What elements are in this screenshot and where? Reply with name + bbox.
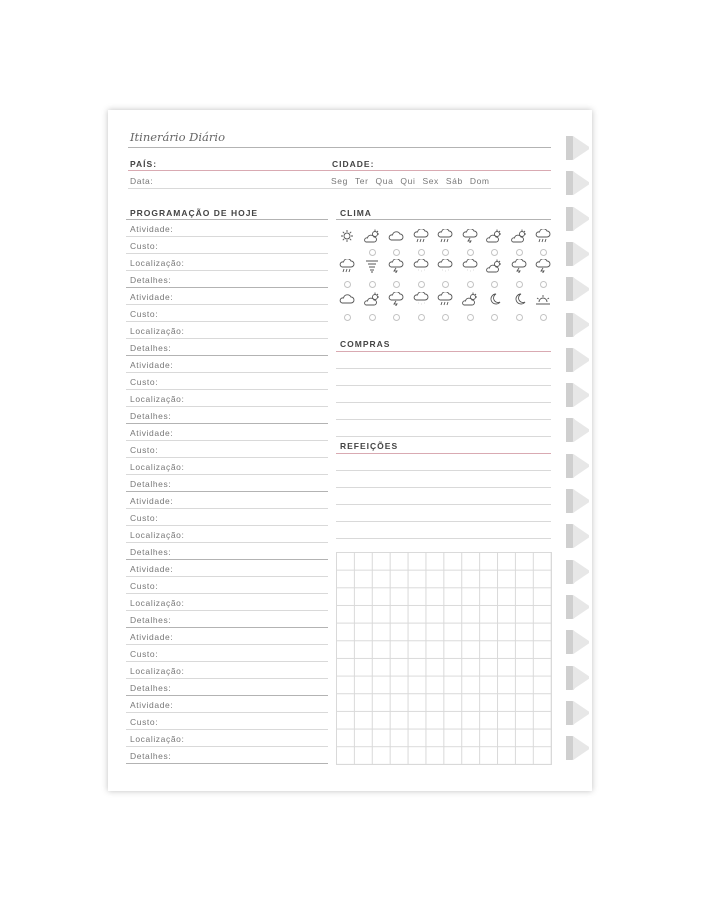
schedule-rule[interactable] bbox=[126, 508, 328, 509]
cloud-rain-icon bbox=[413, 229, 429, 243]
writing-line[interactable] bbox=[336, 419, 551, 420]
location-label: Localização: bbox=[130, 394, 185, 404]
cloud-sun-icon bbox=[364, 292, 380, 306]
schedule-rule[interactable] bbox=[126, 763, 328, 764]
weather-heading: CLIMA bbox=[340, 208, 372, 218]
disc-head bbox=[573, 560, 589, 584]
cloud-icon bbox=[339, 292, 355, 306]
weather-checkbox[interactable] bbox=[491, 249, 498, 256]
cost-label: Custo: bbox=[130, 309, 159, 319]
schedule-rule[interactable] bbox=[126, 338, 328, 339]
location-label: Localização: bbox=[130, 326, 185, 336]
schedule-rule[interactable] bbox=[126, 253, 328, 254]
disc-head bbox=[573, 348, 589, 372]
details-label: Detalhes: bbox=[130, 275, 172, 285]
cloud-rain-icon bbox=[535, 229, 551, 243]
weather-checkbox[interactable] bbox=[344, 314, 351, 321]
disc-head bbox=[573, 630, 589, 654]
schedule-rule[interactable] bbox=[126, 678, 328, 679]
cost-label: Custo: bbox=[130, 377, 159, 387]
writing-line[interactable] bbox=[336, 504, 551, 505]
weekday-thu[interactable]: Qui bbox=[400, 176, 416, 186]
weekday-mon[interactable]: Seg bbox=[331, 176, 348, 186]
date-label: Data: bbox=[130, 176, 154, 186]
schedule-rule[interactable] bbox=[126, 695, 328, 696]
binder-disc bbox=[566, 207, 592, 231]
weather-checkbox[interactable] bbox=[442, 249, 449, 256]
activity-label: Atividade: bbox=[130, 700, 174, 710]
binder-disc bbox=[566, 630, 592, 654]
cost-label: Custo: bbox=[130, 241, 159, 251]
schedule-rule[interactable] bbox=[126, 644, 328, 645]
rain-icon bbox=[437, 229, 453, 243]
schedule-rule[interactable] bbox=[126, 236, 328, 237]
writing-line[interactable] bbox=[336, 470, 551, 471]
weather-checkbox[interactable] bbox=[467, 314, 474, 321]
thunder-icon bbox=[388, 259, 404, 273]
writing-line[interactable] bbox=[336, 385, 551, 386]
disc-head bbox=[573, 207, 589, 231]
disc-head bbox=[573, 383, 589, 407]
schedule-heading: PROGRAMAÇÃO DE HOJE bbox=[130, 208, 259, 218]
schedule-rule[interactable] bbox=[126, 559, 328, 560]
cost-label: Custo: bbox=[130, 581, 159, 591]
schedule-rule[interactable] bbox=[126, 542, 328, 543]
writing-line[interactable] bbox=[336, 368, 551, 369]
schedule-rule[interactable] bbox=[126, 712, 328, 713]
disc-head bbox=[573, 595, 589, 619]
schedule-rule[interactable] bbox=[126, 491, 328, 492]
weather-checkbox[interactable] bbox=[344, 281, 351, 288]
cloud-sun-icon bbox=[462, 292, 478, 306]
weather-checkbox[interactable] bbox=[393, 249, 400, 256]
weather-checkbox[interactable] bbox=[418, 249, 425, 256]
weather-checkbox[interactable] bbox=[491, 281, 498, 288]
activity-label: Atividade: bbox=[130, 632, 174, 642]
disc-head bbox=[573, 736, 589, 760]
sun-cloud-icon bbox=[486, 229, 502, 243]
weather-checkbox[interactable] bbox=[418, 314, 425, 321]
details-label: Detalhes: bbox=[130, 751, 172, 761]
weather-checkbox[interactable] bbox=[369, 249, 376, 256]
weather-checkbox[interactable] bbox=[442, 281, 449, 288]
schedule-rule[interactable] bbox=[126, 525, 328, 526]
schedule-rule[interactable] bbox=[126, 287, 328, 288]
city-label: CIDADE: bbox=[332, 159, 375, 169]
location-label: Localização: bbox=[130, 462, 185, 472]
details-label: Detalhes: bbox=[130, 683, 172, 693]
activity-label: Atividade: bbox=[130, 292, 174, 302]
weather-checkbox[interactable] bbox=[467, 281, 474, 288]
weather-checkbox[interactable] bbox=[393, 281, 400, 288]
storm-sun-icon bbox=[535, 259, 551, 273]
lightning-icon bbox=[388, 292, 404, 306]
schedule-rule[interactable] bbox=[126, 627, 328, 628]
cloud-sun-icon bbox=[486, 259, 502, 273]
binder-disc bbox=[566, 595, 592, 619]
binder-disc bbox=[566, 524, 592, 548]
sun-icon bbox=[339, 229, 355, 243]
moon-icon bbox=[511, 292, 527, 306]
weather-checkbox[interactable] bbox=[516, 314, 523, 321]
schedule-rule[interactable] bbox=[126, 610, 328, 611]
weather-checkbox[interactable] bbox=[540, 314, 547, 321]
binder-disc bbox=[566, 560, 592, 584]
schedule-rule[interactable] bbox=[126, 457, 328, 458]
disc-head bbox=[573, 524, 589, 548]
disc-head bbox=[573, 418, 589, 442]
activity-label: Atividade: bbox=[130, 496, 174, 506]
binder-disc bbox=[566, 313, 592, 337]
weather-checkbox[interactable] bbox=[369, 281, 376, 288]
writing-line[interactable] bbox=[336, 538, 551, 539]
binder-disc bbox=[566, 701, 592, 725]
snow-sun-icon bbox=[413, 259, 429, 273]
schedule-rule[interactable] bbox=[126, 593, 328, 594]
binder-disc bbox=[566, 136, 592, 160]
weather-checkbox[interactable] bbox=[393, 314, 400, 321]
country-city-rule[interactable] bbox=[128, 170, 551, 171]
cost-label: Custo: bbox=[130, 445, 159, 455]
weather-checkbox[interactable] bbox=[369, 314, 376, 321]
sunset-icon bbox=[535, 292, 551, 306]
binder-disc bbox=[566, 277, 592, 301]
disc-head bbox=[573, 666, 589, 690]
activity-label: Atividade: bbox=[130, 428, 174, 438]
details-label: Detalhes: bbox=[130, 615, 172, 625]
weather-checkbox[interactable] bbox=[491, 314, 498, 321]
tornado-icon bbox=[364, 259, 380, 273]
location-label: Localização: bbox=[130, 666, 185, 676]
schedule-rule[interactable] bbox=[126, 389, 328, 390]
binder-disc bbox=[566, 242, 592, 266]
location-label: Localização: bbox=[130, 734, 185, 744]
weather-checkbox[interactable] bbox=[442, 314, 449, 321]
cloud-snow-icon bbox=[437, 259, 453, 273]
weekday-tue[interactable]: Ter bbox=[354, 176, 369, 186]
disc-head bbox=[573, 454, 589, 478]
storm-icon bbox=[462, 229, 478, 243]
activity-label: Atividade: bbox=[130, 360, 174, 370]
weekday-wed[interactable]: Qua bbox=[375, 176, 394, 186]
cost-label: Custo: bbox=[130, 649, 159, 659]
date-rule bbox=[128, 188, 551, 189]
schedule-heading-rule bbox=[126, 219, 328, 220]
schedule-rule[interactable] bbox=[126, 746, 328, 747]
binder-disc bbox=[566, 383, 592, 407]
schedule-rule[interactable] bbox=[126, 423, 328, 424]
activity-label: Atividade: bbox=[130, 224, 174, 234]
schedule-rule[interactable] bbox=[126, 304, 328, 305]
schedule-rule[interactable] bbox=[126, 576, 328, 577]
shopping-heading: COMPRAS bbox=[340, 339, 391, 349]
weather-heading-rule bbox=[336, 219, 551, 220]
disc-head bbox=[573, 489, 589, 513]
schedule-rule[interactable] bbox=[126, 321, 328, 322]
shopping-heading-rule bbox=[336, 351, 551, 352]
disc-head bbox=[573, 136, 589, 160]
binder-disc bbox=[566, 348, 592, 372]
weather-checkbox[interactable] bbox=[516, 281, 523, 288]
schedule-rule[interactable] bbox=[126, 270, 328, 271]
schedule-rule[interactable] bbox=[126, 440, 328, 441]
details-label: Detalhes: bbox=[130, 343, 172, 353]
schedule-rule[interactable] bbox=[126, 355, 328, 356]
meals-heading: REFEIÇÕES bbox=[340, 441, 399, 451]
page-title: Itinerário Diário bbox=[130, 130, 226, 144]
hail-icon bbox=[413, 292, 429, 306]
moon-star-icon bbox=[486, 292, 502, 306]
cloud-icon bbox=[388, 229, 404, 243]
cost-label: Custo: bbox=[130, 717, 159, 727]
night-storm-icon bbox=[511, 259, 527, 273]
heavy-rain-icon bbox=[437, 292, 453, 306]
meals-heading-rule bbox=[336, 453, 551, 454]
schedule-rule[interactable] bbox=[126, 406, 328, 407]
weather-checkbox[interactable] bbox=[418, 281, 425, 288]
schedule-rule[interactable] bbox=[126, 372, 328, 373]
schedule-rule[interactable] bbox=[126, 729, 328, 730]
schedule-rule[interactable] bbox=[126, 661, 328, 662]
activity-label: Atividade: bbox=[130, 564, 174, 574]
location-label: Localização: bbox=[130, 530, 185, 540]
weather-checkbox[interactable] bbox=[516, 249, 523, 256]
binder-disc bbox=[566, 489, 592, 513]
sun-cloud-snow-icon bbox=[462, 259, 478, 273]
writing-line[interactable] bbox=[336, 402, 551, 403]
country-label: PAÍS: bbox=[130, 159, 158, 169]
title-rule bbox=[128, 147, 551, 148]
disc-head bbox=[573, 171, 589, 195]
writing-line[interactable] bbox=[336, 487, 551, 488]
disc-head bbox=[573, 277, 589, 301]
binder-disc bbox=[566, 171, 592, 195]
details-label: Detalhes: bbox=[130, 479, 172, 489]
weather-checkbox[interactable] bbox=[540, 249, 547, 256]
weekday-selector bbox=[331, 176, 490, 186]
binder-disc bbox=[566, 454, 592, 478]
location-label: Localização: bbox=[130, 258, 185, 268]
binder-disc bbox=[566, 666, 592, 690]
notes-grid[interactable] bbox=[336, 552, 552, 765]
weather-checkbox[interactable] bbox=[467, 249, 474, 256]
binder-disc bbox=[566, 736, 592, 760]
weekday-fri[interactable]: Sex bbox=[422, 176, 439, 186]
writing-line[interactable] bbox=[336, 436, 551, 437]
disc-head bbox=[573, 313, 589, 337]
sun-cloud-icon bbox=[511, 229, 527, 243]
schedule-rule[interactable] bbox=[126, 474, 328, 475]
binder-discs bbox=[566, 136, 596, 776]
disc-head bbox=[573, 701, 589, 725]
writing-line[interactable] bbox=[336, 521, 551, 522]
details-label: Detalhes: bbox=[130, 547, 172, 557]
binder-disc bbox=[566, 418, 592, 442]
disc-head bbox=[573, 242, 589, 266]
location-label: Localização: bbox=[130, 598, 185, 608]
weekday-sat[interactable]: Sáb bbox=[445, 176, 463, 186]
weather-checkbox[interactable] bbox=[540, 281, 547, 288]
cost-label: Custo: bbox=[130, 513, 159, 523]
details-label: Detalhes: bbox=[130, 411, 172, 421]
partly-cloudy-icon bbox=[364, 229, 380, 243]
weekday-sun[interactable]: Dom bbox=[469, 176, 490, 186]
sun-cloud-rain-icon bbox=[339, 259, 355, 273]
